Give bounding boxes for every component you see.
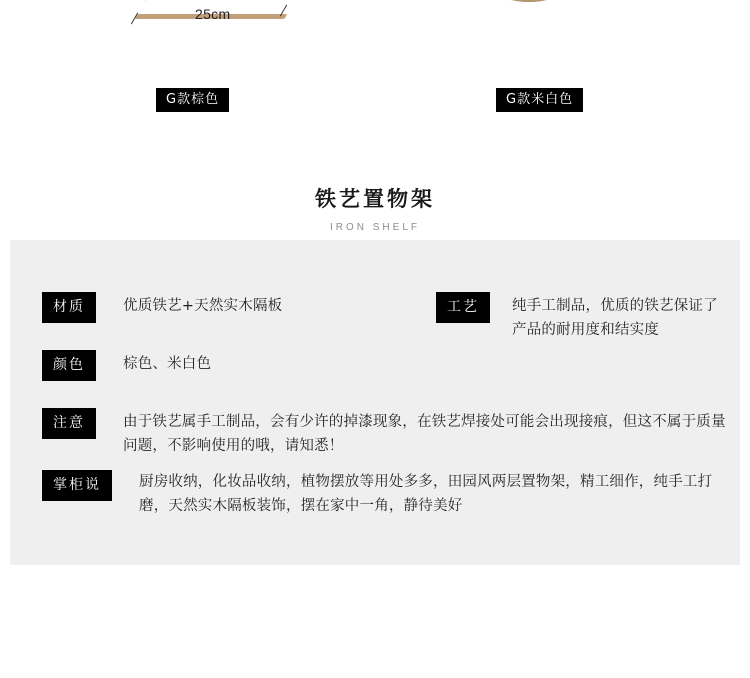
spec-row-craft	[436, 292, 724, 342]
spec-value-material: 优质铁艺+天然实木隔板	[123, 298, 283, 314]
spec-tag-material: 材质	[42, 292, 96, 323]
section-title	[0, 125, 750, 233]
product-photo-right	[470, 0, 590, 8]
dimension-width-label: 25cm	[195, 6, 231, 22]
spec-tag-owner-note: 掌柜说	[42, 470, 112, 501]
product-photo-area	[0, 0, 750, 125]
spec-tag-notice: 注意	[42, 408, 96, 439]
bottom-spacer	[0, 565, 750, 678]
spec-value-owner-note: 厨房收纳，化妆品收纳，植物摆放等用处多多，田园风两层置物架，精工细作，纯手工打磨，天然实木隔板装饰，摆在家中一角，静待美好	[139, 474, 713, 514]
spec-row-color	[42, 350, 211, 381]
caption-right-beige: G款米白色	[496, 88, 583, 112]
spec-tag-color: 颜色	[42, 350, 96, 381]
page-subtitle: IRON SHELF	[329, 222, 420, 233]
spec-panel	[10, 240, 740, 565]
spec-row-owner-note	[42, 470, 732, 518]
shelf-board-photo	[470, 0, 588, 2]
spec-value-color: 棕色、米白色	[123, 356, 212, 372]
spec-value-craft: 纯手工制品，优质的铁艺保证了产品的耐用度和结实度	[512, 298, 718, 338]
dimension-sketch	[70, 0, 320, 40]
spec-row-material	[42, 292, 282, 323]
caption-left-brown: G款棕色	[156, 88, 229, 112]
spec-row-notice	[42, 408, 732, 458]
page-title: 铁艺置物架	[315, 187, 435, 211]
spec-value-notice: 由于铁艺属手工制品，会有少许的掉漆现象，在铁艺焊接处可能会出现接痕，但这不属于质量问题，不影响使用的哦，请知悉！	[123, 414, 726, 454]
spec-tag-craft: 工艺	[436, 292, 490, 323]
